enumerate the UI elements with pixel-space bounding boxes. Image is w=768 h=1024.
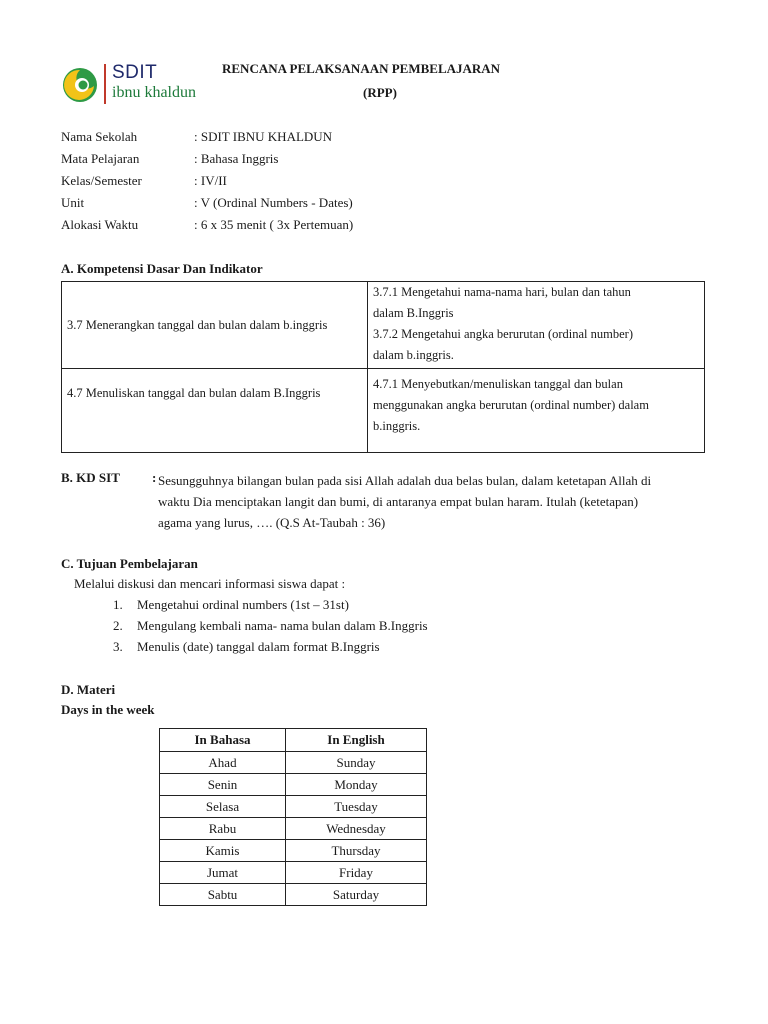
column-header: In English [286,729,427,752]
document-subtitle: (RPP) [363,85,397,100]
logo-subtitle: ibnu khaldun [112,84,196,101]
meta-row [61,195,353,217]
meta-key: Unit [61,195,85,210]
table-header-row [160,729,427,752]
kd-text: 4.7 Menuliskan tanggal dan bulan dalam B.Inggris [67,386,321,400]
list-item [113,618,428,639]
logo-divider [104,64,106,104]
table-cell: Ahad [160,752,286,774]
meta-value: : 6 x 35 menit ( 3x Pertemuan) [194,217,354,232]
table-row [160,774,427,796]
table-cell: Selasa [160,796,286,818]
list-text: Menulis (date) tanggal dalam format B.Inggris [137,639,380,654]
table-row [160,796,427,818]
table-cell: Saturday [286,884,427,906]
table-cell: Thursday [286,840,427,862]
meta-value: : Bahasa Inggris [194,151,279,166]
section-b-label: B. KD SIT [61,470,120,485]
list-number: 1. [113,597,123,612]
table-row [62,369,705,453]
section-d-heading: D. Materi [61,682,116,697]
table-row [160,752,427,774]
table-row [160,840,427,862]
objectives-list [113,597,428,660]
list-text: Mengetahui ordinal numbers (1st – 31st) [137,597,349,612]
section-c-intro: Melalui diskusi dan mencari informasi siswa dapat : [74,576,346,591]
document-title: RENCANA PELAKSANAAN PEMBELAJARAN [222,61,501,76]
table-cell: Tuesday [286,796,427,818]
section-a-heading: A. Kompetensi Dasar Dan Indikator [61,261,263,276]
indicator-line: 4.7.1 Menyebutkan/menuliskan tanggal dan bulan [373,377,623,391]
meta-value: : SDIT IBNU KHALDUN [194,129,333,144]
table-cell: Sabtu [160,884,286,906]
table-cell: Sunday [286,752,427,774]
meta-key: Alokasi Waktu [61,217,139,232]
meta-row [61,151,353,173]
list-number: 2. [113,618,123,633]
list-item [113,597,428,618]
list-number: 3. [113,639,123,654]
meta-key: Nama Sekolah [61,129,138,144]
indicator-line: 3.7.1 Mengetahui nama-nama hari, bulan dan tahun [373,285,631,299]
section-c-heading: C. Tujuan Pembelajaran [61,556,198,571]
days-table [159,728,427,906]
table-row [160,884,427,906]
table-cell: Senin [160,774,286,796]
list-text: Mengulang kembali nama- nama bulan dalam B.Inggris [137,618,428,633]
kd-cell: 3.7 Menerangkan tanggal dan bulan dalam b.inggris [62,282,368,369]
table-row [160,862,427,884]
table-cell: Friday [286,862,427,884]
table-cell: Rabu [160,818,286,840]
table-cell: Monday [286,774,427,796]
school-logo [60,60,200,110]
school-emblem-icon [60,60,104,108]
meta-row [61,129,353,151]
identity-block [61,129,353,239]
list-item [113,639,428,660]
kd-cell [62,369,368,453]
meta-row [61,217,353,239]
table-cell: Wednesday [286,818,427,840]
meta-key: Kelas/Semester [61,173,142,188]
column-header: In Bahasa [160,729,286,752]
quote-line: waktu Dia menciptakan langit dan bumi, di antaranya empat bulan haram. Itulah (ketetapan) [158,494,639,509]
indicator-line: 3.7.2 Mengetahui angka berurutan (ordinal number) [373,327,633,341]
competency-table [61,281,705,453]
indicator-cell [368,369,705,453]
table-cell: Kamis [160,840,286,862]
quote-text [158,470,758,533]
days-subheading: Days in the week [61,702,155,717]
indicator-line: dalam b.inggris. [373,348,454,362]
indicator-line: dalam B.Inggris [373,306,454,320]
table-row [160,818,427,840]
indicator-line: menggunakan angka berurutan (ordinal number) dalam [373,398,649,412]
quote-line: agama yang lurus, …. (Q.S At-Taubah : 36) [158,515,386,530]
indicator-cell [368,282,705,369]
meta-value: : V (Ordinal Numbers - Dates) [194,195,353,210]
meta-value: : IV/II [194,173,227,188]
indicator-line: b.inggris. [373,419,421,433]
meta-row [61,173,353,195]
meta-key: Mata Pelajaran [61,151,140,166]
logo-name: SDIT [112,62,158,83]
table-row [62,282,705,369]
section-b-colon: : [152,470,157,485]
quote-line: Sesungguhnya bilangan bulan pada sisi Allah adalah dua belas bulan, dalam ketetapan Allah di [158,473,652,488]
table-cell: Jumat [160,862,286,884]
